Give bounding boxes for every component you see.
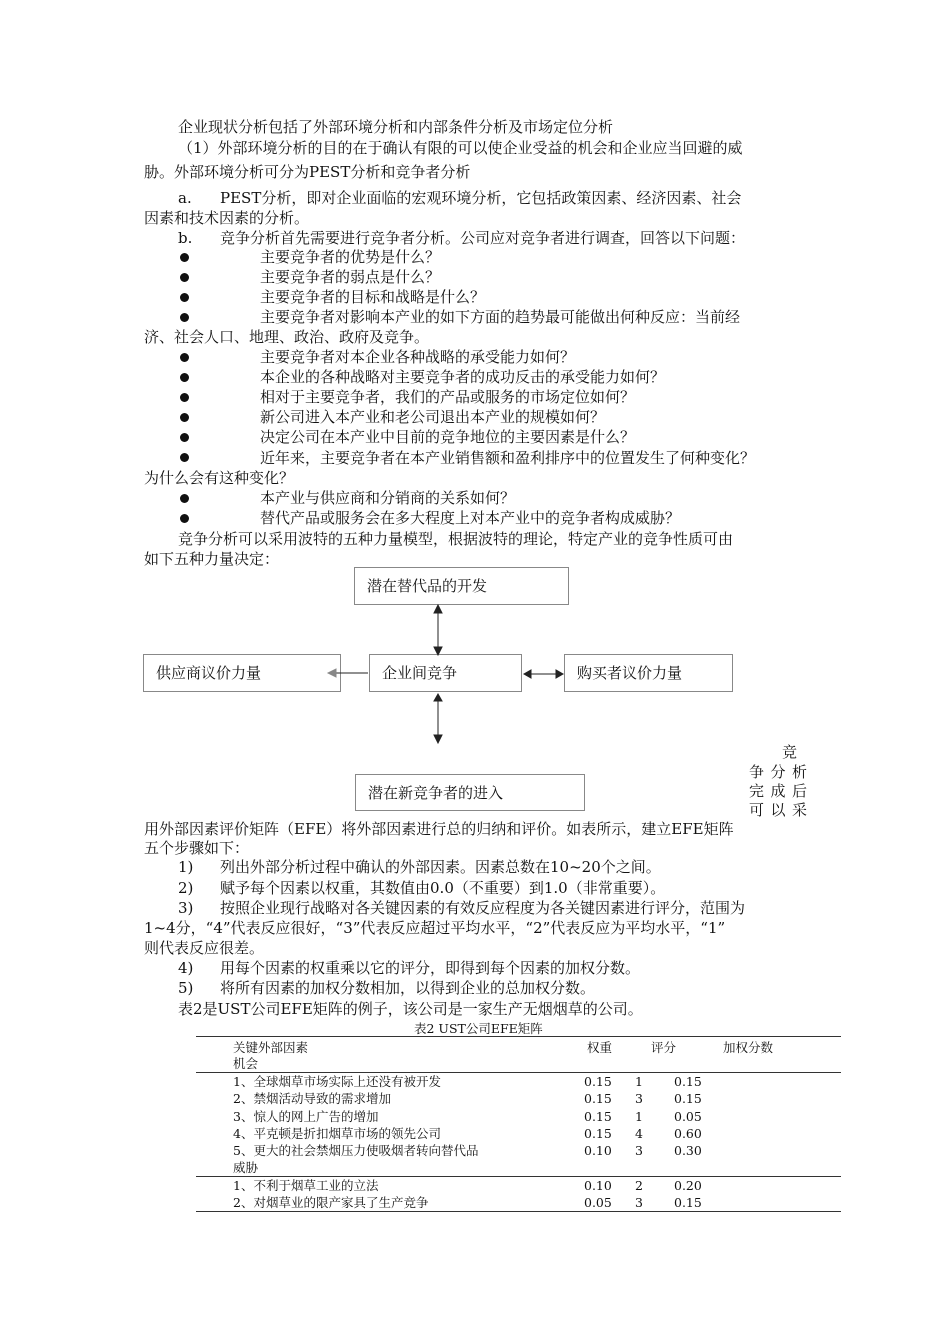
arrow-right-icon <box>556 670 563 678</box>
item-b-line1: 竞争分析首先需要进行竞争者分析。公司应对竞争者进行调查，回答以下问题： <box>220 229 746 247</box>
cell-rating: 4 <box>635 1126 643 1141</box>
question-10-line2: 为什么会有这种变化？ <box>144 469 295 487</box>
cell-rating: 1 <box>635 1074 643 1089</box>
step-number: 4) <box>178 959 194 977</box>
arrow-up-icon <box>434 694 442 701</box>
table-intro: 表2是UST公司EFE矩阵的例子，该公司是一家生产无烟烟草的公司。 <box>178 1000 643 1018</box>
header-weight: 权重 <box>587 1040 613 1055</box>
question-1: 主要竞争者的优势是什么？ <box>260 248 441 266</box>
step-3-line2: 1~4分，“4”代表反应很好，“3”代表反应超过平均水平，“2”代表反应为平均水平，“1” <box>144 919 726 937</box>
item-a-label: a. <box>178 189 192 207</box>
cell-rating: 3 <box>635 1091 643 1106</box>
cell-factor: 3、惊人的网上广告的增加 <box>233 1109 379 1124</box>
cell-score: 0.15 <box>674 1091 702 1106</box>
cell-rating: 3 <box>635 1143 643 1158</box>
item-b-label: b. <box>178 229 193 247</box>
five-forces-line1: 竞争分析可以采用波特的五种力量模型，根据波特的理论，特定产业的竞争性质可由 <box>178 530 734 548</box>
item-a-line1: PEST分析，即对企业面临的宏观环境分析，它包括政策因素、经济因素、社会 <box>220 189 742 207</box>
step-text: 赋予每个因素以权重，其数值由0.0（不重要）到1.0（非常重要）。 <box>220 879 666 897</box>
step-3-line3: 则代表反应很差。 <box>144 939 265 957</box>
external-analysis-line2: 胁。外部环境分析可分为PEST分析和竞争者分析 <box>144 163 471 181</box>
question-3: 主要竞争者的目标和战略是什么？ <box>260 288 486 306</box>
question-9: 决定公司在本产业中目前的竞争地位的主要因素是什么？ <box>260 428 636 446</box>
cell-weight: 0.15 <box>584 1126 612 1141</box>
cell-factor: 4、平克顿是折扣烟草市场的领先公司 <box>233 1126 441 1141</box>
force-rivalry-box: 企业间竞争 <box>369 654 522 692</box>
table-bottom-rule <box>196 1211 841 1212</box>
side-text-4: 可以采 <box>749 801 807 819</box>
cell-score: 0.60 <box>674 1126 702 1141</box>
arrow-left-icon <box>524 670 531 678</box>
question-4-line2: 济、社会人口、地理、政治、政府及竞争。 <box>144 328 430 346</box>
external-analysis-line1: （1）外部环境分析的目的在于确认有限的可以使企业受益的机会和企业应当回避的威 <box>178 139 743 157</box>
side-text-3: 完成后 <box>749 782 807 800</box>
header-rating: 评分 <box>651 1040 677 1055</box>
question-4-line1: 主要竞争者对影响本产业的如下方面的趋势最可能做出何种反应：当前经 <box>260 308 741 326</box>
cell-weight: 0.15 <box>584 1074 612 1089</box>
cell-score: 0.30 <box>674 1143 702 1158</box>
table-top-rule <box>196 1036 841 1037</box>
cell-factor: 2、禁烟活动导致的需求增加 <box>233 1091 391 1106</box>
force-substitutes-box: 潜在替代品的开发 <box>354 567 569 605</box>
force-suppliers-box: 供应商议价力量 <box>143 654 341 692</box>
cell-weight: 0.10 <box>584 1178 612 1193</box>
item-a-line2: 因素和技术因素的分析。 <box>144 209 310 227</box>
force-buyers-box: 购买者议价力量 <box>564 654 733 692</box>
question-6: 本企业的各种战略对主要竞争者的成功反击的承受能力如何？ <box>260 368 666 386</box>
step-text: 将所有因素的加权分数相加，以得到企业的总加权分数。 <box>220 979 596 997</box>
step-number: 1) <box>178 858 194 876</box>
question-5: 主要竞争者对本企业各种战略的承受能力如何？ <box>260 348 576 366</box>
step-number: 3) <box>178 899 194 917</box>
arrow-down-icon <box>434 735 442 743</box>
header-factor: 关键外部因素 <box>233 1040 309 1055</box>
question-7: 相对于主要竞争者，我们的产品或服务的市场定位如何？ <box>260 388 636 406</box>
cell-score: 0.05 <box>674 1109 702 1124</box>
header-score: 加权分数 <box>723 1040 774 1055</box>
side-text-2: 争分析 <box>749 763 807 781</box>
cell-factor: 1、不利于烟草工业的立法 <box>233 1178 379 1193</box>
table-caption: 表2 UST公司EFE矩阵 <box>414 1021 543 1036</box>
step-number: 5) <box>178 979 194 997</box>
intro-text: 企业现状分析包括了外部环境分析和内部条件分析及市场定位分析 <box>178 118 614 136</box>
cell-rating: 3 <box>635 1195 643 1210</box>
cell-rating: 2 <box>635 1178 643 1193</box>
cell-weight: 0.05 <box>584 1195 612 1210</box>
cell-score: 0.15 <box>674 1074 702 1089</box>
cell-weight: 0.10 <box>584 1143 612 1158</box>
arrow-left-icon <box>328 669 336 677</box>
section-threat: 威胁 <box>233 1160 259 1175</box>
step-text: 列出外部分析过程中确认的外部因素。因素总数在10~20个之间。 <box>220 858 661 876</box>
cell-factor: 1、全球烟草市场实际上还没有被开发 <box>233 1074 441 1089</box>
cell-weight: 0.15 <box>584 1109 612 1124</box>
section-opportunity: 机会 <box>233 1056 259 1071</box>
step-text: 用每个因素的权重乘以它的评分，即得到每个因素的加权分数。 <box>220 959 641 977</box>
step-number: 2) <box>178 879 194 897</box>
side-text-1: 竞 <box>782 743 798 761</box>
cell-factor: 2、对烟草业的限产家具了生产竞争 <box>233 1195 429 1210</box>
arrow-down-icon <box>434 647 442 655</box>
force-new-entrants-box: 潜在新竞争者的进入 <box>355 774 585 811</box>
efe-line2: 五个步骤如下： <box>144 839 250 857</box>
cell-score: 0.15 <box>674 1195 702 1210</box>
question-8: 新公司进入本产业和老公司退出本产业的规模如何？ <box>260 408 606 426</box>
efe-line1: 用外部因素评价矩阵（EFE）将外部因素进行总的归纳和评价。如表所示，建立EFE矩阵 <box>144 820 734 838</box>
question-11: 本产业与供应商和分销商的关系如何？ <box>260 489 516 507</box>
cell-score: 0.20 <box>674 1178 702 1193</box>
cell-weight: 0.15 <box>584 1091 612 1106</box>
step-text: 按照企业现行战略对各关键因素的有效反应程度为各关键因素进行评分，范围为 <box>220 899 746 917</box>
cell-rating: 1 <box>635 1109 643 1124</box>
cell-factor: 5、更大的社会禁烟压力使吸烟者转向替代品 <box>233 1143 479 1158</box>
question-2: 主要竞争者的弱点是什么？ <box>260 268 441 286</box>
five-forces-line2: 如下五种力量决定： <box>144 550 280 568</box>
arrow-up-icon <box>434 605 442 613</box>
question-12: 替代产品或服务会在多大程度上对本产业中的竞争者构成威胁？ <box>260 509 681 527</box>
question-10-line1: 近年来，主要竞争者在本产业销售额和盈利排序中的位置发生了何种变化？ <box>260 449 756 467</box>
